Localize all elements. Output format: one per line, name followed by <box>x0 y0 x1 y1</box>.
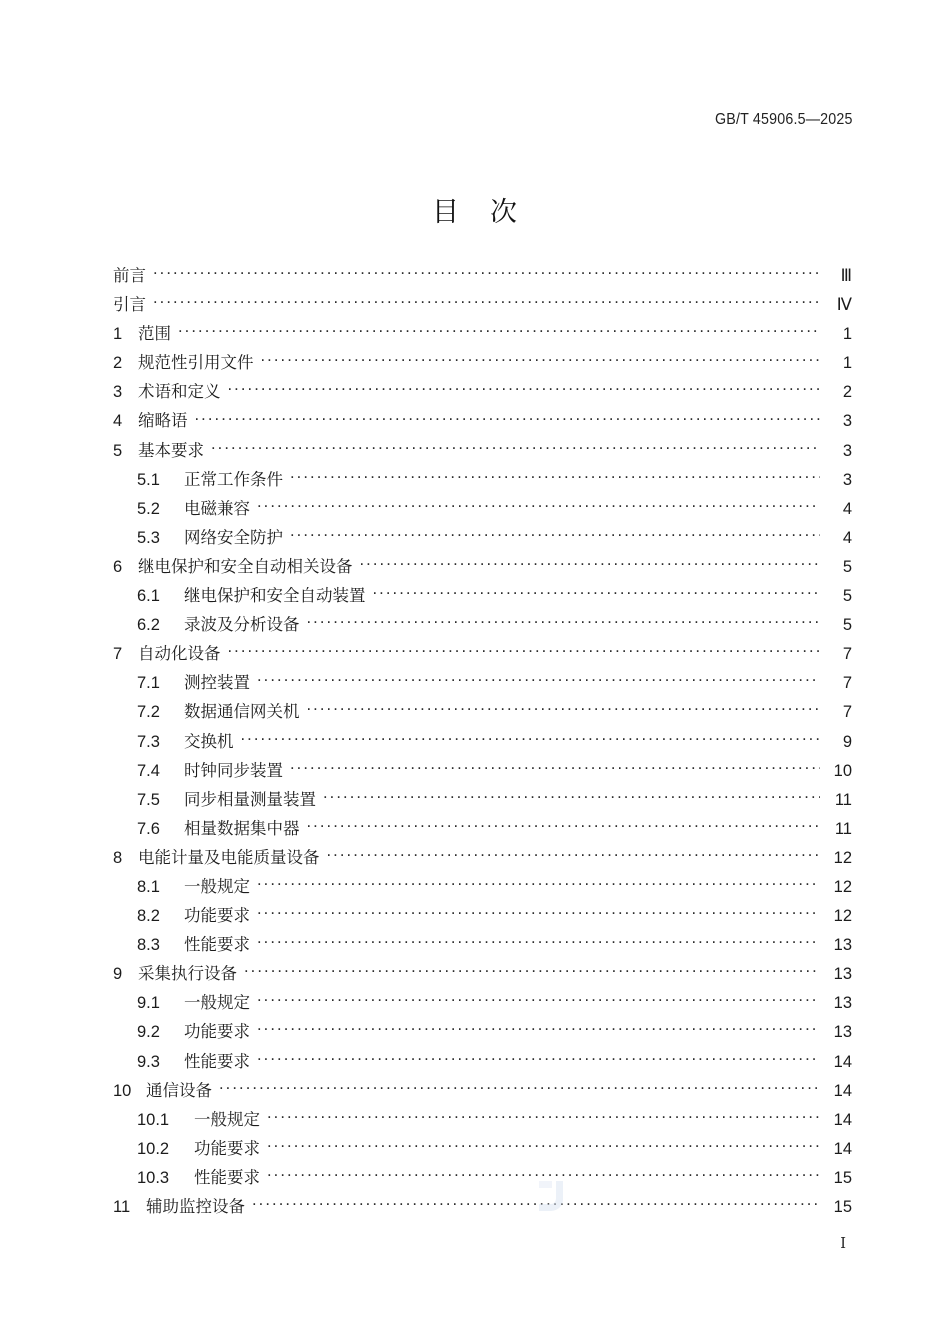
toc-entry-label <box>113 291 153 315</box>
toc-entry-number: 9.3 <box>137 1052 160 1071</box>
toc-entry-title: 辅助监控设备 <box>146 1198 245 1216</box>
toc-entry-number: 9.2 <box>137 1023 160 1042</box>
toc-dot-leader <box>228 381 821 398</box>
toc-entry-label <box>113 1193 252 1217</box>
toc-entry[interactable] <box>113 437 852 466</box>
toc-entry-number: 1 <box>113 325 123 344</box>
toc-entry-number: 10.3 <box>137 1168 170 1187</box>
toc-entry-title: 规范性引用文件 <box>138 354 254 373</box>
toc-entry-label <box>113 466 290 490</box>
toc-entry-page-number: 7 <box>842 703 852 722</box>
toc-dot-leader <box>257 672 820 689</box>
toc-dot-leader <box>257 992 820 1009</box>
toc-entry-number: 10.1 <box>137 1110 170 1129</box>
toc-entry-title: 一般规定 <box>184 994 250 1013</box>
toc-entry[interactable] <box>113 844 852 873</box>
toc-entry-label <box>113 960 244 984</box>
toc-entry-label <box>113 524 290 548</box>
toc-entry-title: 前言 <box>113 267 146 285</box>
toc-entry-label <box>113 349 261 373</box>
toc-entry-page-number: 12 <box>833 848 852 867</box>
toc-entry-number: 5.2 <box>137 499 160 518</box>
toc-entry-number: 5.1 <box>137 470 160 489</box>
toc-entry-title: 同步相量测量装置 <box>184 790 316 809</box>
toc-entry-page-number: 1 <box>842 325 852 344</box>
toc-entry-label <box>113 931 257 955</box>
toc-entry-number: 7 <box>113 645 123 664</box>
toc-entry[interactable] <box>113 1135 852 1164</box>
table-of-contents <box>113 262 852 1222</box>
toc-entry-number: 9.1 <box>137 994 160 1013</box>
toc-entry-label <box>113 786 323 810</box>
toc-entry-number: 5.3 <box>137 528 160 547</box>
toc-entry-label <box>113 1135 267 1159</box>
toc-entry[interactable] <box>113 553 852 582</box>
toc-entry-number: 8.2 <box>137 907 160 926</box>
toc-entry-number: 7.5 <box>137 790 160 809</box>
toc-dot-leader <box>257 934 820 951</box>
toc-entry[interactable] <box>113 1193 852 1222</box>
toc-dot-leader <box>307 701 821 718</box>
toc-entry-number: 7.3 <box>137 732 160 751</box>
toc-entry-page-number: 4 <box>842 499 852 518</box>
toc-entry-number: 2 <box>113 354 123 373</box>
toc-entry[interactable] <box>113 815 852 844</box>
toc-entry[interactable] <box>113 611 852 640</box>
toc-entry-number: 6 <box>113 557 123 576</box>
toc-dot-leader <box>267 1137 820 1154</box>
toc-entry-page-number: 11 <box>834 819 852 838</box>
toc-entry[interactable] <box>113 698 852 727</box>
toc-dot-leader <box>178 323 820 340</box>
toc-dot-leader <box>241 730 821 747</box>
toc-entry-number: 7.4 <box>137 761 160 780</box>
toc-dot-leader <box>244 963 820 980</box>
toc-entry-title: 引言 <box>113 296 146 315</box>
toc-entry[interactable] <box>113 931 852 960</box>
toc-entry-label <box>113 262 153 286</box>
toc-entry-title: 基本要求 <box>138 441 204 460</box>
toc-entry-label <box>113 378 228 402</box>
toc-entry-title: 数据通信网关机 <box>184 703 300 722</box>
toc-entry-page-number: 14 <box>833 1052 852 1071</box>
toc-entry[interactable] <box>113 669 852 698</box>
toc-entry-page-number: 7 <box>842 674 852 693</box>
toc-entry-title: 测控装置 <box>184 674 250 693</box>
toc-entry-title: 交换机 <box>184 732 234 751</box>
toc-entry-title: 功能要求 <box>184 907 250 926</box>
toc-dot-leader <box>261 352 821 369</box>
toc-entry-page-number: 13 <box>833 936 852 955</box>
toc-entry-page-number: 2 <box>842 383 852 402</box>
toc-entry-page-number: 4 <box>842 528 852 547</box>
toc-entry[interactable] <box>113 1018 852 1047</box>
toc-entry-label <box>113 320 178 344</box>
toc-entry-label <box>113 495 257 519</box>
toc-entry[interactable] <box>113 407 852 436</box>
toc-entry-label <box>113 844 327 868</box>
toc-entry-title: 采集执行设备 <box>138 965 237 984</box>
toc-entry-title: 网络安全防护 <box>184 528 283 547</box>
toc-entry-title: 一般规定 <box>184 877 250 896</box>
toc-entry-title: 功能要求 <box>184 1023 250 1042</box>
toc-dot-leader <box>252 1196 820 1213</box>
toc-entry[interactable] <box>113 291 852 320</box>
toc-dot-leader <box>307 614 821 631</box>
toc-entry-title: 缩略语 <box>138 412 188 431</box>
toc-entry-title: 电能计量及电能质量设备 <box>138 848 320 867</box>
toc-entry-page-number: 3 <box>842 441 852 460</box>
toc-entry[interactable] <box>113 873 852 902</box>
toc-entry-page-number: 14 <box>833 1081 852 1100</box>
toc-entry[interactable] <box>113 524 852 553</box>
toc-dot-leader <box>290 759 820 776</box>
toc-entry-number: 10.2 <box>137 1139 170 1158</box>
toc-dot-leader <box>257 1050 820 1067</box>
toc-entry[interactable] <box>113 378 852 407</box>
toc-entry[interactable] <box>113 989 852 1018</box>
toc-entry[interactable] <box>113 902 852 931</box>
toc-entry-number: 4 <box>113 412 123 431</box>
toc-entry-page-number: Ⅳ <box>836 296 852 315</box>
toc-entry-number: 3 <box>113 383 123 402</box>
toc-entry[interactable] <box>113 786 852 815</box>
page-title-left: 目 <box>432 197 460 227</box>
toc-entry[interactable] <box>113 1164 852 1193</box>
toc-entry-title: 继电保护和安全自动相关设备 <box>138 557 353 576</box>
toc-entry-label <box>113 1018 257 1042</box>
toc-entry-label <box>113 1077 219 1101</box>
toc-entry-title: 相量数据集中器 <box>184 819 300 838</box>
toc-entry[interactable] <box>113 728 852 757</box>
toc-entry-title: 范围 <box>138 325 171 344</box>
toc-dot-leader <box>290 468 820 485</box>
page-folio: Ⅰ <box>840 1236 846 1252</box>
toc-entry-number: 8.3 <box>137 936 160 955</box>
toc-entry-label <box>113 698 307 722</box>
toc-entry-title: 性能要求 <box>184 1052 250 1071</box>
toc-entry[interactable] <box>113 582 852 611</box>
toc-entry[interactable] <box>113 757 852 786</box>
toc-entry-number: 7.2 <box>137 703 160 722</box>
toc-dot-leader <box>327 846 821 863</box>
toc-dot-leader <box>195 410 821 427</box>
toc-entry-number: 6.1 <box>137 587 160 606</box>
toc-dot-leader <box>153 265 820 282</box>
toc-dot-leader <box>267 1166 820 1183</box>
toc-entry-title: 继电保护和安全自动装置 <box>184 587 366 606</box>
toc-dot-leader <box>211 439 820 456</box>
toc-entry-label <box>113 640 228 664</box>
toc-entry-title: 性能要求 <box>184 936 250 955</box>
running-header-standard-number: GB/T 45906.5—2025 <box>715 111 853 128</box>
toc-entry-label <box>113 1106 267 1130</box>
toc-entry[interactable] <box>113 960 852 989</box>
toc-dot-leader <box>373 585 821 602</box>
toc-entry-label <box>113 815 307 839</box>
toc-entry-page-number: 13 <box>833 994 852 1013</box>
toc-dot-leader <box>307 817 821 834</box>
toc-entry-label <box>113 553 360 577</box>
toc-entry-title: 通信设备 <box>146 1081 212 1100</box>
toc-entry-label <box>113 989 257 1013</box>
toc-dot-leader <box>257 497 820 514</box>
toc-entry[interactable] <box>113 262 852 291</box>
toc-entry-title: 一般规定 <box>194 1110 260 1129</box>
toc-entry[interactable] <box>113 1106 852 1135</box>
toc-entry-page-number: 14 <box>833 1110 852 1129</box>
toc-entry-page-number: 14 <box>833 1139 852 1158</box>
toc-entry[interactable] <box>113 320 852 349</box>
toc-dot-leader <box>219 1079 820 1096</box>
toc-dot-leader <box>323 788 820 805</box>
toc-entry[interactable] <box>113 495 852 524</box>
toc-entry-number: 7.6 <box>137 819 160 838</box>
toc-entry-title: 术语和定义 <box>138 383 221 402</box>
toc-entry-number: 9 <box>113 965 123 984</box>
toc-entry-label <box>113 611 307 635</box>
toc-entry-page-number: 1 <box>842 354 852 373</box>
toc-entry-label <box>113 902 257 926</box>
toc-entry-page-number: 7 <box>842 645 852 664</box>
toc-entry-page-number: 3 <box>842 470 852 489</box>
toc-dot-leader <box>228 643 821 660</box>
toc-entry-page-number: 15 <box>833 1168 852 1187</box>
toc-entry-title: 自动化设备 <box>138 645 221 664</box>
toc-entry-page-number: 5 <box>842 587 852 606</box>
toc-entry-page-number: 3 <box>842 412 852 431</box>
toc-entry-number: 5 <box>113 441 123 460</box>
toc-entry-label <box>113 437 211 461</box>
toc-dot-leader <box>257 875 820 892</box>
toc-entry-number: 10 <box>113 1081 132 1100</box>
toc-entry-label <box>113 669 257 693</box>
toc-entry-title: 时钟同步装置 <box>184 761 283 780</box>
toc-entry-title: 录波及分析设备 <box>184 616 300 635</box>
toc-entry-page-number: 9 <box>842 732 852 751</box>
toc-dot-leader <box>360 555 821 572</box>
toc-entry-title: 性能要求 <box>194 1168 260 1187</box>
toc-entry-page-number: 13 <box>833 1023 852 1042</box>
toc-entry-number: 7.1 <box>137 674 160 693</box>
toc-entry-number: 8.1 <box>137 877 160 896</box>
toc-dot-leader <box>257 1021 820 1038</box>
page-title <box>0 190 950 229</box>
toc-entry-page-number: 5 <box>842 557 852 576</box>
toc-entry-label <box>113 1164 267 1188</box>
toc-entry-page-number: 11 <box>834 790 852 809</box>
toc-entry-page-number: 15 <box>833 1198 852 1216</box>
toc-entry-number: 11 <box>113 1198 131 1216</box>
toc-entry-title: 电磁兼容 <box>184 499 250 518</box>
toc-dot-leader <box>290 526 820 543</box>
toc-entry-title: 正常工作条件 <box>184 470 283 489</box>
toc-entry-page-number: 13 <box>833 965 852 984</box>
toc-entry[interactable] <box>113 349 852 378</box>
toc-entry-page-number: 12 <box>833 877 852 896</box>
toc-entry-label <box>113 728 241 752</box>
toc-entry-number: 8 <box>113 848 123 867</box>
toc-entry-page-number: 12 <box>833 907 852 926</box>
toc-dot-leader <box>267 1108 820 1125</box>
toc-entry-label <box>113 582 373 606</box>
toc-entry[interactable] <box>113 1048 852 1077</box>
toc-entry[interactable] <box>113 640 852 669</box>
toc-dot-leader <box>257 905 820 922</box>
toc-entry-label <box>113 407 195 431</box>
toc-entry[interactable] <box>113 1077 852 1106</box>
toc-entry[interactable] <box>113 466 852 495</box>
toc-dot-leader <box>153 294 820 311</box>
toc-entry-title: 功能要求 <box>194 1139 260 1158</box>
toc-entry-label <box>113 873 257 897</box>
toc-entry-page-number: 5 <box>842 616 852 635</box>
toc-entry-label <box>113 1048 257 1072</box>
page-title-right: 次 <box>490 197 518 227</box>
toc-entry-number: 6.2 <box>137 616 160 635</box>
toc-entry-page-number: Ⅲ <box>840 267 852 285</box>
toc-entry-page-number: 10 <box>833 761 852 780</box>
toc-entry-label <box>113 757 290 781</box>
